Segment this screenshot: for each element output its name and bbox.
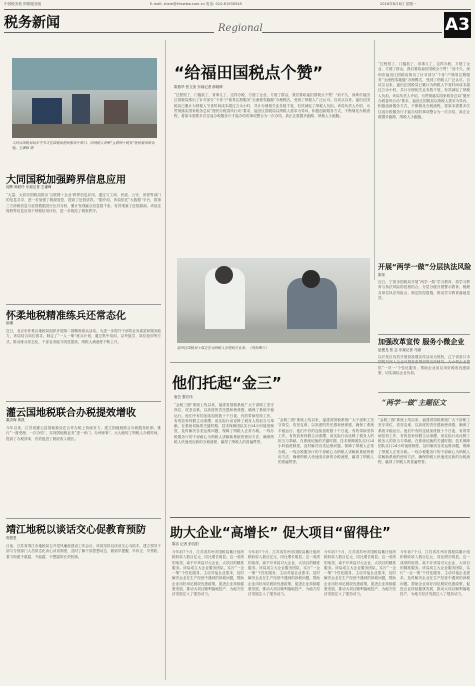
left-divider-1 [6, 304, 161, 305]
article-suzhou-headline: 助大企业“高增长” 促大项目“留得住” [170, 526, 391, 541]
masthead-contact: E-mail: zhsm@zhswbw.com.cn 电话: 010-61930545 [150, 2, 242, 6]
article-jinsan-body-col3: “金税三期”系统上线以来，福建省国税系统广大干部职工坚守岗位、攻坚克难，以高度的责任感和使命感，确保了系统平稳运行。他们中有的连续加班数十个日夜，有的带病坚持工作，有的放弃休假主动请缨，用实际行动诠释了税务人的担当与奉献。在系统切换的关键时期，技术保障团队实行24小时值班制度，及时解决各类运维问题，保障了纳税人正常办税。一线办税服务厅的干部耐心为纳税人讲解新系统的使用方法，确保纳税人快速适应新的办税流程，赢得了纳税人的普遍赞誉。 [378, 418, 470, 465]
article-suzhou-body-col4: 今年前7个月，江苏省苏州市国税局累计组织税收收入数百亿元，同比增长明显。这一成绩的取得，离不开该局对大企业、大项目的精准服务。该局成立大企业服务团队，实行“一企一策”个性化服务，主动对接企业需求，及时解决企业在生产经营中遇到的涉税问题，帮助企业用好用足税收优惠政策，促进企业持续健康发展，推动大项目顺利落地投产，为地方经济发展注入了强劲动力。 [400, 550, 470, 597]
article-jingjiang-body: 日前，江苏省靖江市地税局召开党风廉政建设工作会议，该局坚持以谈话交心为抓手，建立领导干部与分管部门人员常态化谈心谈话制度，及时了解干部思想动态，做到早提醒、早纠正、早预防，着力构建不敢腐、不能腐、不想腐的长效机制。 [6, 544, 161, 559]
article-guanyun-byline: 董洪海 黄凯 [6, 418, 25, 422]
tax-officer-photo-caption: 福田区国税局干部正在为纳税人办理相关业务。（资料图片） [177, 346, 269, 350]
article-datong-headline: 大同国税加强跨界信息应用 [6, 175, 126, 186]
column-divider-right [374, 40, 375, 280]
article-huairou-byline: 崔曦 [6, 321, 13, 325]
left-divider-3 [6, 518, 161, 519]
article-liangxue-body: 近日，宁波市国税局开展“两学一做”学习教育，将学习教育与执法风险防范相结合，分层分级开展警示教育，梳理各岗位执法风险点，制定防控措施，推动学习教育落地见效。 [378, 280, 470, 300]
right-divider-1 [378, 334, 470, 335]
article-jingjiang-byline: 郭程恩 [6, 536, 17, 540]
masthead-meta: 中国税务报 纳税服务版 [4, 2, 42, 6]
section-en: Regional [218, 23, 263, 34]
article-datong-body: “大量、大同市国税局推出‘互联网＋企业’跨界信息应用，通过与工商、民政、公安、房管等部门的信息共享，进一步加强了税源管控，提高了征管质效。”据介绍，该局依托“大数据”平台，将第三方涉税信息与征管数据进行比对分析，累计发现疑点信息数千条，有效堵塞了征管漏洞。该局还将跨界信息应用于纳税信用评价，进一步规范了税收秩序。 [6, 193, 161, 213]
article-yinggai-headline: 加强改革宣传 服务小微企业 [378, 338, 465, 346]
article-futian-headline: “给福田国税点个赞” [174, 63, 324, 82]
article-huairou-headline: 怀柔地税精准练兵还常态化 [6, 311, 126, 322]
calligraphy-text: “两学一做”主题征文 [382, 398, 447, 407]
article-yinggai-byline: 赵俊龙 张 志 东郝记者 马丽 [378, 348, 421, 352]
article-suzhou-body-col3: 今年前7个月，江苏省苏州市国税局累计组织税收收入数百亿元，同比增长明显。这一成绩的取得，离不开该局对大企业、大项目的精准服务。该局成立大企业服务团队，实行“一企一策”个性化服务，主动对接企业需求，及时解决企业在生产经营中遇到的涉税问题，帮助企业用好用足税收优惠政策，促进企业持续健康发展，推动大项目顺利落地投产，为地方经济发展注入了强劲动力。 [324, 550, 396, 597]
article-futian-byline: 陈燕华 张文奎 东郝记者 薛晓晖 [174, 85, 223, 89]
masthead-date: 2016年8月8日 星期一 [380, 2, 417, 6]
tax-hall-photo-caption: 天同市国税局局长李书文在国税局便民服务厅窗口，向纳税人讲解“互联网＋税务”便民服务新功能。王谦峰 摄 [12, 141, 155, 150]
left-divider-2 [6, 401, 161, 402]
article-suzhou-body-col2: 今年前7个月，江苏省苏州市国税局累计组织税收收入数百亿元，同比增长明显。这一成绩的取得，离不开该局对大企业、大项目的精准服务。该局成立大企业服务团队，实行“一企一策”个性化服务，主动对接企业需求，及时解决企业在生产经营中遇到的涉税问题，帮助企业用好用足税收优惠政策，促进企业持续健康发展，推动大项目顺利落地投产，为地方经济发展注入了强劲动力。 [248, 550, 320, 597]
section-title: 税务新闻 [4, 15, 60, 31]
masthead-rule-right [262, 32, 442, 33]
page-number-badge: A3 [444, 12, 471, 38]
article-yinggai-body: 以开发区有效开展营改增宣传活动为契机，辽宁省营口市国税局深入企业开展营改增政策宣传辅导，为小微企业提供“一对一”个性化服务，帮助企业用足用好税收优惠政策，切实减轻企业负担。 [378, 355, 470, 375]
bottom-divider [170, 517, 470, 518]
article-jinsan-body-col2: “金税三期”系统上线以来，福建省国税系统广大干部职工坚守岗位、攻坚克难，以高度的责任感和使命感，确保了系统平稳运行。他们中有的连续加班数十个日夜，有的带病坚持工作，有的放弃休假主动请缨，用实际行动诠释了税务人的担当与奉献。在系统切换的关键时期，技术保障团队实行24小时值班制度，及时解决各类运维问题，保障了纳税人正常办税。一线办税服务厅的干部耐心为纳税人讲解新系统的使用方法，确保纳税人快速适应新的办税流程，赢得了纳税人的普遍赞誉。 [278, 418, 374, 465]
column-divider-left [165, 40, 166, 680]
article-guanyun-body: 今年以来，江苏省灌云县国地税局在合作办税上持续发力，建立国地税联合办税服务机制，推行“一窗受理、一次办结”，实现国地税业务“进一家门、办两家事”，大大缩短了纳税人办税时间，提高了办税效率，有效促进了税收收入增长。 [6, 426, 161, 441]
article-liangxue-byline: 陈荣 [378, 273, 385, 277]
tax-hall-photo [12, 58, 157, 138]
center-divider [170, 362, 470, 363]
masthead-top-rule [4, 9, 471, 10]
calligraphy-banner [378, 392, 470, 416]
article-datong-byline: 阎辉 韩跃玲 东郝记者 王谦峰 [6, 185, 52, 189]
article-jinsan-byline: 唐芸 黎宏伟 [174, 395, 193, 399]
article-futian-body: “过程短了，门槛低了，省事儿了，这样办税，方便了企业，方便了群众，我们要给福田国税点个赞！”前不久，深圳市福田区国税局推出了针对部分“个体”户简易注册服务“全流程零跑腿”办理模式，受到了纳税人广泛认可。自试点以来，福田区国税局已累计为纳税人节省时间成本超过万余小时，共计办理相关业务数千笔，有效减轻了纳税人负担。该局负责人介绍，为贯彻落实国家税务总局“便民办税春风行动”要求，福田区国税局以纳税人需求为导向，积极创新服务方式，不断简化办税流程，将原本需要多次往返办税服务厅才能办结的事项整合为一次办结，真正让数据多跑路、纳税人少跑腿。 [174, 93, 370, 119]
article-jinsan-headline: 他们托起“金三” [172, 374, 282, 392]
article-liangxue-headline: 开展“两学一做”分层执法风险 [378, 263, 472, 271]
masthead-rule [4, 32, 214, 33]
article-futian-body-continued: “过程短了，门槛低了，省事儿了，这样办税，方便了企业，方便了群众，我们要给福田国税点个赞！”前不久，深圳市福田区国税局推出了针对部分“个体”户简易注册服务“全流程零跑腿”办理模式，受到了纳税人广泛认可。自试点以来，福田区国税局已累计为纳税人节省时间成本超过万余小时，共计办理相关业务数千笔，有效减轻了纳税人负担。该局负责人介绍，为贯彻落实国家税务总局“便民办税春风行动”要求，福田区国税局以纳税人需求为导向，积极创新服务方式，不断简化办税流程，将原本需要多次往返办税服务厅才能办结的事项整合为一次办结，真正让数据多跑路、纳税人少跑腿。 [378, 62, 470, 119]
article-jinsan-body: “金税三期”系统上线以来，福建省国税系统广大干部职工坚守岗位、攻坚克难，以高度的责任感和使命感，确保了系统平稳运行。他们中有的连续加班数十个日夜，有的带病坚持工作，有的放弃休假主动请缨，用实际行动诠释了税务人的担当与奉献。在系统切换的关键时期，技术保障团队实行24小时值班制度，及时解决各类运维问题，保障了纳税人正常办税。一线办税服务厅的干部耐心为纳税人讲解新系统的使用方法，确保纳税人快速适应新的办税流程，赢得了纳税人的普遍赞誉。 [174, 403, 274, 445]
article-jingjiang-headline: 靖江地税以谈话交心促教育预防 [6, 525, 146, 536]
article-guanyun-headline: 灌云国地税联合办税提效增收 [6, 408, 136, 419]
article-huairou-body: 近日，北京市怀柔区地税局组织开展第二期精准练兵活动。为进一步提升干部的业务素质和服务能力，该局结合岗位需求，制定了“一人一策”练兵计划，通过集中培训、以考促学、岗位轮训等方式，推动练兵常态化，干部业务能力明显提高，纳税人满意度不断上升。 [6, 329, 161, 344]
article-suzhou-byline: 陈洁 记者 彭沈阳 [172, 542, 199, 546]
article-suzhou-body: 今年前7个月，江苏省苏州市国税局累计组织税收收入数百亿元，同比增长明显。这一成绩的取得，离不开该局对大企业、大项目的精准服务。该局成立大企业服务团队，实行“一企一策”个性化服务，主动对接企业需求，及时解决企业在生产经营中遇到的涉税问题，帮助企业用好用足税收优惠政策，促进企业持续健康发展，推动大项目顺利落地投产，为地方经济发展注入了强劲动力。 [172, 550, 244, 597]
tax-officer-photo [177, 258, 370, 343]
